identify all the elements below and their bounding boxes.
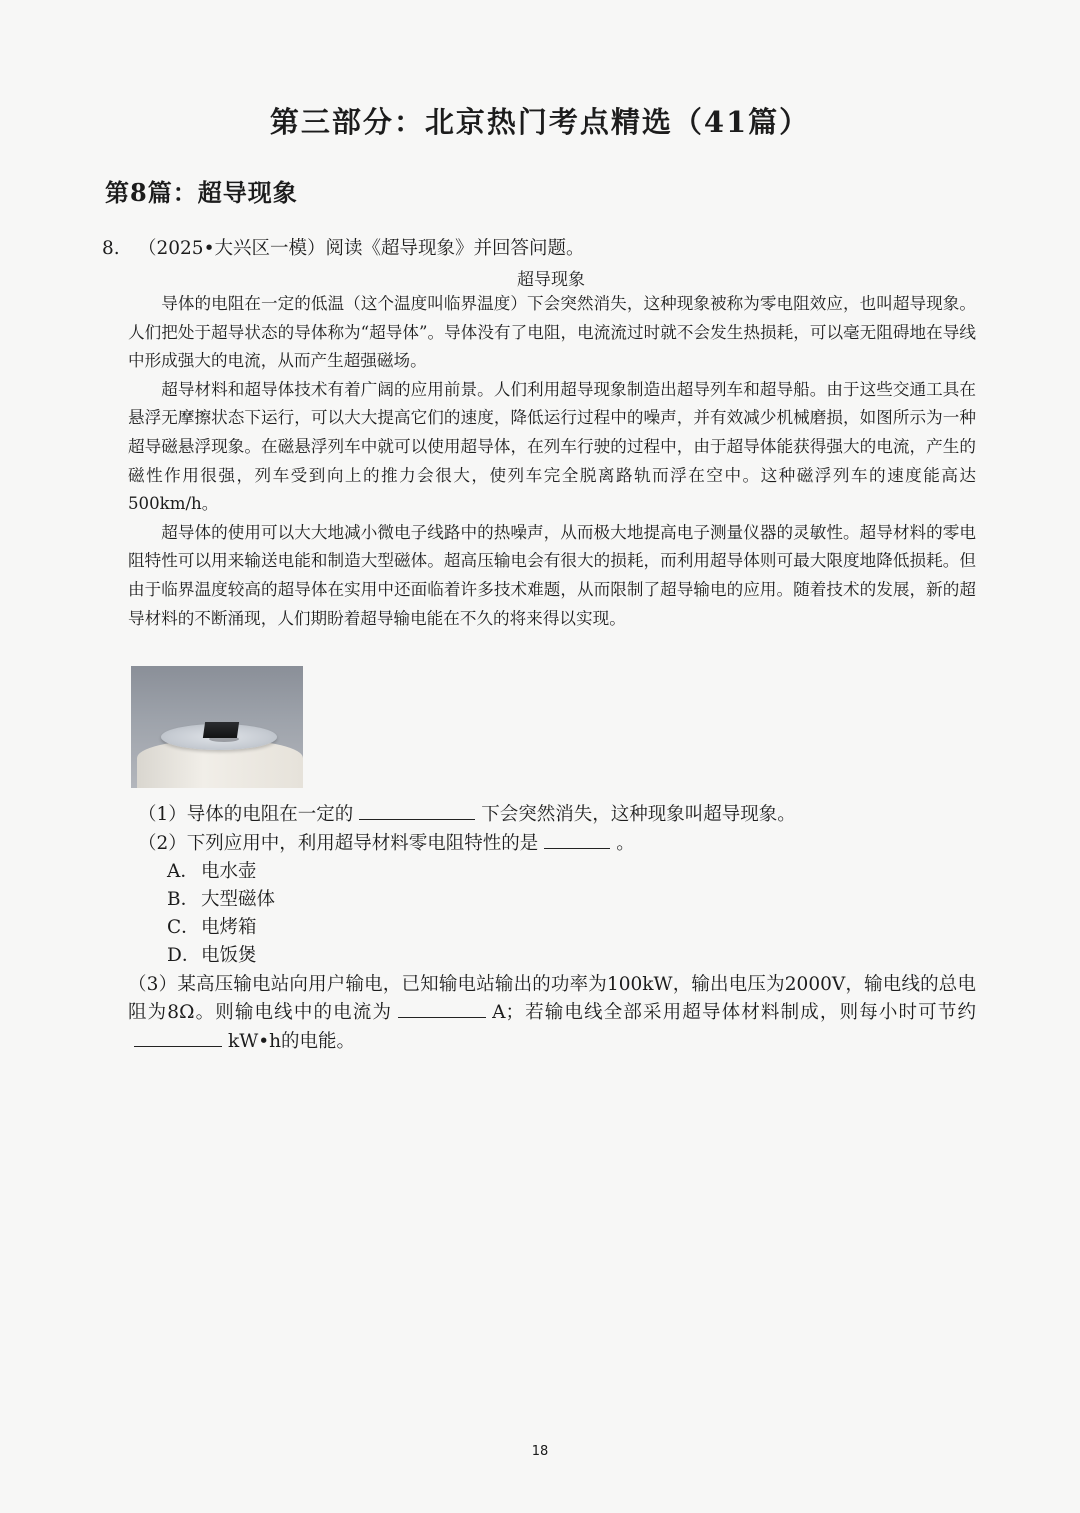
question-intro: （2025•大兴区一模）阅读《超导现象》并回答问题。	[138, 238, 585, 259]
superconductor-levitation-photo	[131, 666, 303, 788]
article-paragraph: 超导体的使用可以大大地减小微电子线路中的热噪声，从而极大地提高电子测量仪器的灵敏性。超导材料的零电阻特性可以用来输送电能和制造大型磁体。超高压输电会有很大的损耗，而利用超导体则可最大限度地降低损耗。但由于临界温度较高的超导体在实用中还面临着许多技术难题，从而限制了超导输电的应用。随着技术的发展，新的超导材料的不断涌现，人们期盼着超导输电能在不久的将来得以实现。	[128, 522, 976, 628]
option-label: A．	[167, 861, 199, 882]
article-paragraph: 超导材料和超导体技术有着广阔的应用前景。人们利用超导现象制造出超导列车和超导船。由于这些交通工具在悬浮无摩擦状态下运行，可以大大提高它们的速度，降低运行过程中的噪声，并有效减少机械磨损，如图所示为一种超导磁悬浮现象。在磁悬浮列车中就可以使用超导体，在列车行驶的过程中，由于超导体能获得强大的电流，产生的磁性作用很强，列车受到向上的推力会很大，使列车完全脱离路轨而浮在空中。这种磁浮列车的速度能高达500km/h。	[128, 379, 976, 514]
chapter-title: 第8篇：超导现象	[105, 178, 298, 207]
q3-part3: kW•h的电能。	[228, 1030, 356, 1052]
question-header	[102, 234, 585, 260]
option-c[interactable]	[167, 913, 257, 939]
q2-stem: （2）下列应用中，利用超导材料零电阻特性的是	[138, 833, 539, 854]
article-paragraph: 导体的电阻在一定的低温（这个温度叫临界温度）下会突然消失，这种现象被称为零电阻效应，也叫超导现象。人们把处于超导状态的导体称为“超导体”。导体没有了电阻，电流流过时就不会发生热损耗，可以毫无阻碍地在导线中形成强大的电流，从而产生超强磁场。	[128, 294, 976, 371]
q2-answer-blank[interactable]	[544, 830, 610, 849]
option-label: B．	[167, 889, 200, 910]
q1-text-before: （1）导体的电阻在一定的	[138, 804, 354, 825]
option-text: 电烤箱	[201, 917, 257, 938]
q1-line	[138, 800, 796, 826]
option-a[interactable]	[167, 857, 257, 883]
levitating-magnet	[203, 722, 239, 738]
option-text: 电饭煲	[201, 945, 257, 966]
option-d[interactable]	[167, 941, 257, 967]
option-text: 电水壶	[201, 861, 257, 882]
option-b[interactable]	[167, 885, 275, 911]
q3-current-blank[interactable]	[398, 999, 486, 1018]
q3-energy-blank[interactable]	[134, 1028, 222, 1047]
option-text: 大型磁体	[201, 889, 276, 910]
option-label: D．	[167, 945, 201, 966]
question-number: 8.	[102, 238, 120, 259]
section-title: 第三部分：北京热门考点精选（41篇）	[269, 105, 811, 139]
article-title: 超导现象	[517, 270, 585, 290]
q2-end: 。	[616, 833, 635, 854]
q3-part1: （3）某高压输电站向用户输电，已知输电站输出的功率为100kW，输出电压为2000V，输电线的总电阻为8Ω。则输电线中的电流为	[128, 974, 976, 1024]
page-number: 18	[531, 1444, 549, 1459]
q1-answer-blank[interactable]	[359, 801, 475, 820]
q2-line	[138, 829, 635, 855]
option-label: C．	[167, 917, 200, 938]
q3-part2: A；若输电线全部采用超导体材料制成，则每小时可节约	[492, 1002, 976, 1024]
q3-block	[128, 971, 976, 1056]
q1-text-after: 下会突然消失，这种现象叫超导现象。	[481, 804, 796, 825]
article-body	[128, 290, 976, 633]
